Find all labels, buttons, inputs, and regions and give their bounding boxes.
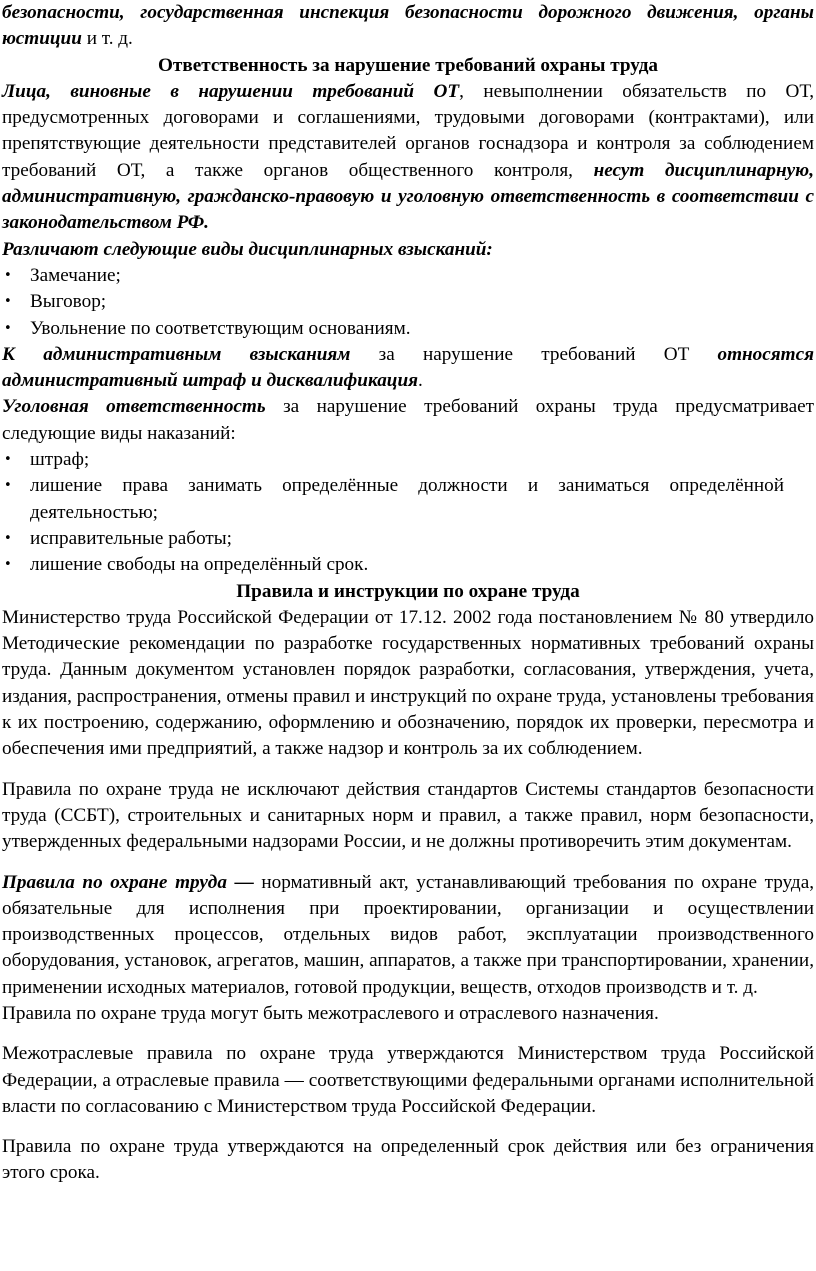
heading-rules: Правила и инструкции по охране труда [236, 580, 580, 602]
list-item: • исправительные работы; [30, 526, 814, 552]
paragraph-criminal: Уголовная ответственность за нарушение требований охраны труда предусматривает следующие виды наказаний: [2, 396, 815, 444]
paragraph-rules-standards: Правила по охране труда не исключают действия стандартов Системы стандартов безопасности труда (ССБТ), строительных и санитарных норм и правил, а также правил, норм безопасности, утвержденных федеральными надзорами России, и не должны противоречить этим документам. [2, 778, 814, 853]
list-item: • Выговор; [30, 289, 814, 315]
paragraph-term: Правила по охране труда утверждаются на определенный срок действия или без ограничения этого срока. [2, 1136, 814, 1184]
punishment-list [2, 447, 814, 578]
paragraph-rules-definition: Правила по охране труда — нормативный акт, устанавливающий требования по охране труда, обязательные для исполнения при проектировании, организации и осуществлении производственных процессов, отдельных видов работ, эксплуатации производственного оборудования, установок, агрегатов, машин, аппаратов, а также при транспортировании, хранении, применении исходных материалов, готовой продукции, веществ, отходов производств и т. д. [2, 871, 815, 998]
list-item: • лишение права занимать определённые должности и заниматься определённой деятельностью; [30, 473, 814, 526]
paragraph-intersectoral: Межотраслевые правила по охране труда утверждаются Министерством труда Российской Федерации, а отраслевые правила — соответствующими федеральными органами исполнительной власти по согласованию с Министерством труда Российской Федерации. [2, 1043, 814, 1117]
paragraph-continuation: безопасности, государственная инспекция безопасности дорожного движения, органы юстиции и т. д. [2, 2, 814, 50]
paragraph-administrative: К административным взысканиям за нарушение требований ОТ относятся административный штраф и дисквалификация. [2, 343, 815, 392]
list-item: • Увольнение по соответствующим основаниям. [30, 316, 814, 342]
paragraph-rules-types: Правила по охране труда могут быть межотраслевого и отраслевого назначения. [2, 1002, 659, 1024]
list-item: • лишение свободы на определённый срок. [30, 552, 814, 578]
paragraph-disciplinary-intro: Различают следующие виды дисциплинарных взысканий: [2, 238, 493, 260]
list-item: • штраф; [30, 447, 814, 473]
paragraph-ministry: Министерство труда Российской Федерации от 17.12. 2002 года постановлением № 80 утвердило Методические рекомендации по разработке государственных нормативных требований охраны труда. Данным документом установлен порядок разработки, согласования, утверждения, учета, издания, распространения, отмены правил и инструкций по охране труда, установлены требования к их построению, содержанию, оформлению и обозначению, порядок их проверки, пересмотра и обеспечения ими предприятий, а также надзор и контроль за их соблюдением. [2, 606, 814, 760]
heading-responsibility: Ответственность за нарушение требований охраны труда [158, 54, 658, 76]
list-item: • Замечание; [30, 263, 814, 289]
paragraph-liability: Лица, виновные в нарушении требований ОТ, невыполнении обязательств по ОТ, предусмотренных договорами и соглашениями, трудовыми договорами (контрактами), или препятствующие деятельности представителей органов госнадзора и контроля за соблюдением требований ОТ, а также органов общественного контроля, несут дисциплинарную, административную, гражданско-правовую и уголовную ответственность в соответствии с законодательством РФ. [2, 80, 814, 234]
disciplinary-list [2, 263, 814, 342]
